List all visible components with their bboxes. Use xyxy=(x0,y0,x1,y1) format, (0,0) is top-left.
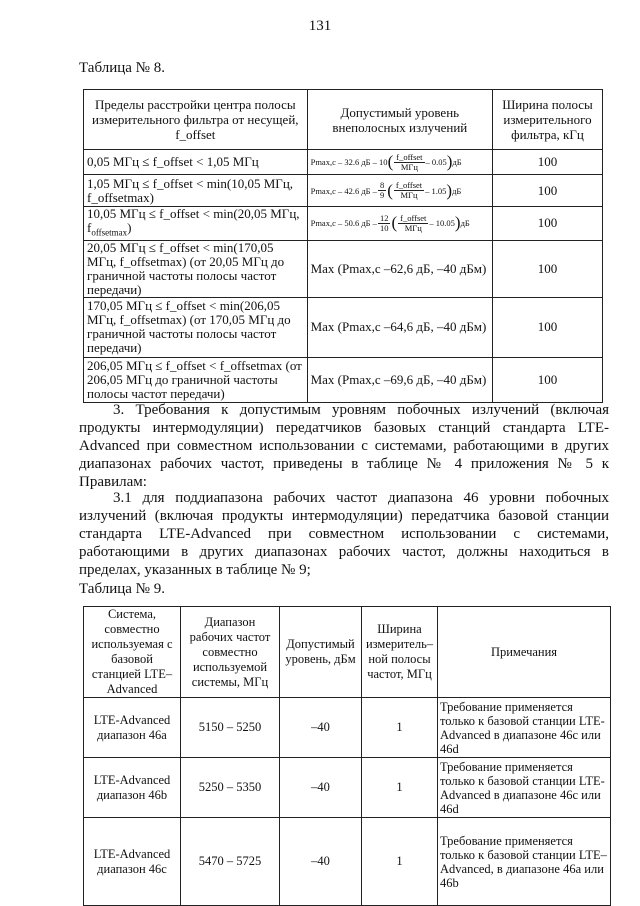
table8-bandwidth-cell: 100 xyxy=(492,175,602,207)
table9-note-cell: Требование применяется только к базовой станции LTE-Advanced в диапазоне 46c или 46d xyxy=(438,758,611,818)
table8-level-cell: Max (Pmax,c –69,6 дБ, –40 дБм) xyxy=(307,357,492,402)
table-row xyxy=(84,207,603,241)
table8-range-cell: 206,05 МГц ≤ f_offset < f_offsetmax (от 206,05 МГц до граничной частоты полосы частот передачи) xyxy=(84,357,308,402)
table8-header-row xyxy=(84,90,603,150)
table9-bw-cell: 1 xyxy=(362,698,438,758)
table8 xyxy=(83,89,603,403)
formula-prefix: Pmax,c – 32.6 дБ – 10 xyxy=(310,157,388,167)
formula-coef: $\frac{8}{9}$ xyxy=(379,180,385,200)
paragraph-3-1: 3.1 для поддиапазона рабочих частот диапазона 46 уровни побочных излучений (включая продукты интермодуляции) передатчика базовой станции стандарта LTE-Advanced при совместном использовании с системами, работающими в других диапазонах рабочих частот, должны находиться в пределах, указанных в таблице № 9; xyxy=(79,490,609,578)
table-row xyxy=(84,357,603,402)
table8-bandwidth-cell: 100 xyxy=(492,297,602,357)
table8-level-formula: Pmax,c – 32.6 дБ – 10 ( $\frac{\text{f\_offset}}{\text{МГц}}$ – 0.05 ) дБ xyxy=(307,150,492,175)
table8-header-cell: Ширина полосы измерительного фильтра, кГц xyxy=(492,90,602,150)
formula-unit: дБ xyxy=(452,185,462,196)
table9-header-cell: Диапазон рабочих частот совместно используемой системы, МГц xyxy=(181,607,280,698)
formula-suffix: – 0.05 xyxy=(425,157,447,167)
table8-bandwidth-cell: 100 xyxy=(492,207,602,241)
table8-level-cell: Max (Pmax,c –64,6 дБ, –40 дБм) xyxy=(307,297,492,357)
table9-level-cell: –40 xyxy=(280,818,362,906)
table9-bw-cell: 1 xyxy=(362,818,438,906)
formula-prefix: Pmax,c – 42.6 дБ – xyxy=(310,185,377,196)
page-number: 131 xyxy=(308,18,332,34)
table-row xyxy=(84,297,603,357)
formula-fraction: $\frac{\text{f\_offset}}{\text{МГц}}$ xyxy=(400,212,427,233)
table9-header-cell: Примечания xyxy=(438,607,611,698)
table9-header-cell: Система, совместно используемая с базовой станцией LTE–Advanced xyxy=(84,607,181,698)
table8-range-cell: 0,05 МГц ≤ f_offset < 1,05 МГц xyxy=(84,150,308,175)
table-row xyxy=(84,698,611,758)
table-row xyxy=(84,818,611,906)
table8-header-cell: Допустимый уровень внеполосных излучений xyxy=(307,90,492,150)
table8-level-cell: Max (Pmax,c –62,6 дБ, –40 дБм) xyxy=(307,240,492,297)
table9-note-cell: Требование применяется только к базовой станции LTE-Advanced в диапазоне 46c или 46d xyxy=(438,698,611,758)
formula-unit: дБ xyxy=(460,218,470,229)
table9-system-cell: LTE-Advanced диапазон 46c xyxy=(84,818,181,906)
table8-bandwidth-cell: 100 xyxy=(492,357,602,402)
table8-bandwidth-cell: 100 xyxy=(492,150,602,175)
formula-suffix: – 1.05 xyxy=(425,185,447,196)
paragraph-3: 3. Требования к допустимым уровням побочных излучений (включая продукты интермодуляции) передатчиков базовых станций стандарта LTE-Advanced при совместном использовании с системами, работающими в других диапазонах рабочих частот, приведены в таблице № 4 приложения № 5 к Правилам: xyxy=(79,402,609,490)
table8-header-cell: Пределы расстройки центра полосы измерительного фильтра от несущей, f_offset xyxy=(84,90,308,150)
table9 xyxy=(83,606,611,906)
table8-level-formula: Pmax,c – 42.6 дБ – $\frac{8}{9}$ ( $\frac{\text{f\_offset}}{\text{МГц}}$ – 1.05 ) дБ xyxy=(307,175,492,207)
table8-range-cell: 10,05 МГц ≤ f_offset < min(20,05 МГц, $f_{offsetmax}$) xyxy=(84,207,308,241)
formula-prefix: Pmax,c – 50.6 дБ – xyxy=(310,218,377,229)
table9-range-cell: 5470 – 5725 xyxy=(181,818,280,906)
table9-bw-cell: 1 xyxy=(362,758,438,818)
table-row xyxy=(84,150,603,175)
table9-range-cell: 5150 – 5250 xyxy=(181,698,280,758)
table-row xyxy=(84,175,603,207)
table9-header-cell: Ширина измеритель–ной полосы частот, МГц xyxy=(362,607,438,698)
table8-range-cell: 20,05 МГц ≤ f_offset < min(170,05 МГц, f_offsetmax) (от 20,05 МГц до граничной частоты полосы частот передачи) xyxy=(84,240,308,297)
table9-system-cell: LTE-Advanced диапазон 46b xyxy=(84,758,181,818)
formula-coef: $\frac{12}{10}$ xyxy=(379,212,389,233)
formula-unit: дБ xyxy=(452,157,462,167)
table8-caption: Таблица № 8. xyxy=(79,60,165,76)
table8-range-cell: 170,05 МГц ≤ f_offset < min(206,05 МГц, f_offsetmax) (от 170,05 МГц до граничной частоты полосы частот передачи) xyxy=(84,297,308,357)
table9-level-cell: –40 xyxy=(280,758,362,818)
table8-bandwidth-cell: 100 xyxy=(492,240,602,297)
table8-level-formula: Pmax,c – 50.6 дБ – $\frac{12}{10}$ ( $\frac{\text{f\_offset}}{\text{МГц}}$ – 10.05 ) дБ xyxy=(307,207,492,241)
table9-system-cell: LTE-Advanced диапазон 46a xyxy=(84,698,181,758)
table8-range-cell: 1,05 МГц ≤ f_offset < min(10,05 МГц, f_offsetmax) xyxy=(84,175,308,207)
table9-caption: Таблица № 9. xyxy=(79,581,165,597)
table-row xyxy=(84,240,603,297)
table9-note-cell: Требование применяется только к базовой станции LTE–Advanced, в диапазоне 46a или 46b xyxy=(438,818,611,906)
table9-range-cell: 5250 – 5350 xyxy=(181,758,280,818)
table-row xyxy=(84,758,611,818)
table9-header-row xyxy=(84,607,611,698)
formula-suffix: – 10.05 xyxy=(429,218,455,229)
formula-fraction: $\frac{\text{f\_offset}}{\text{МГц}}$ xyxy=(396,151,423,172)
table9-header-cell: Допустимый уровень, дБм xyxy=(280,607,362,698)
table9-level-cell: –40 xyxy=(280,698,362,758)
formula-fraction: $\frac{\text{f\_offset}}{\text{МГц}}$ xyxy=(395,180,423,200)
